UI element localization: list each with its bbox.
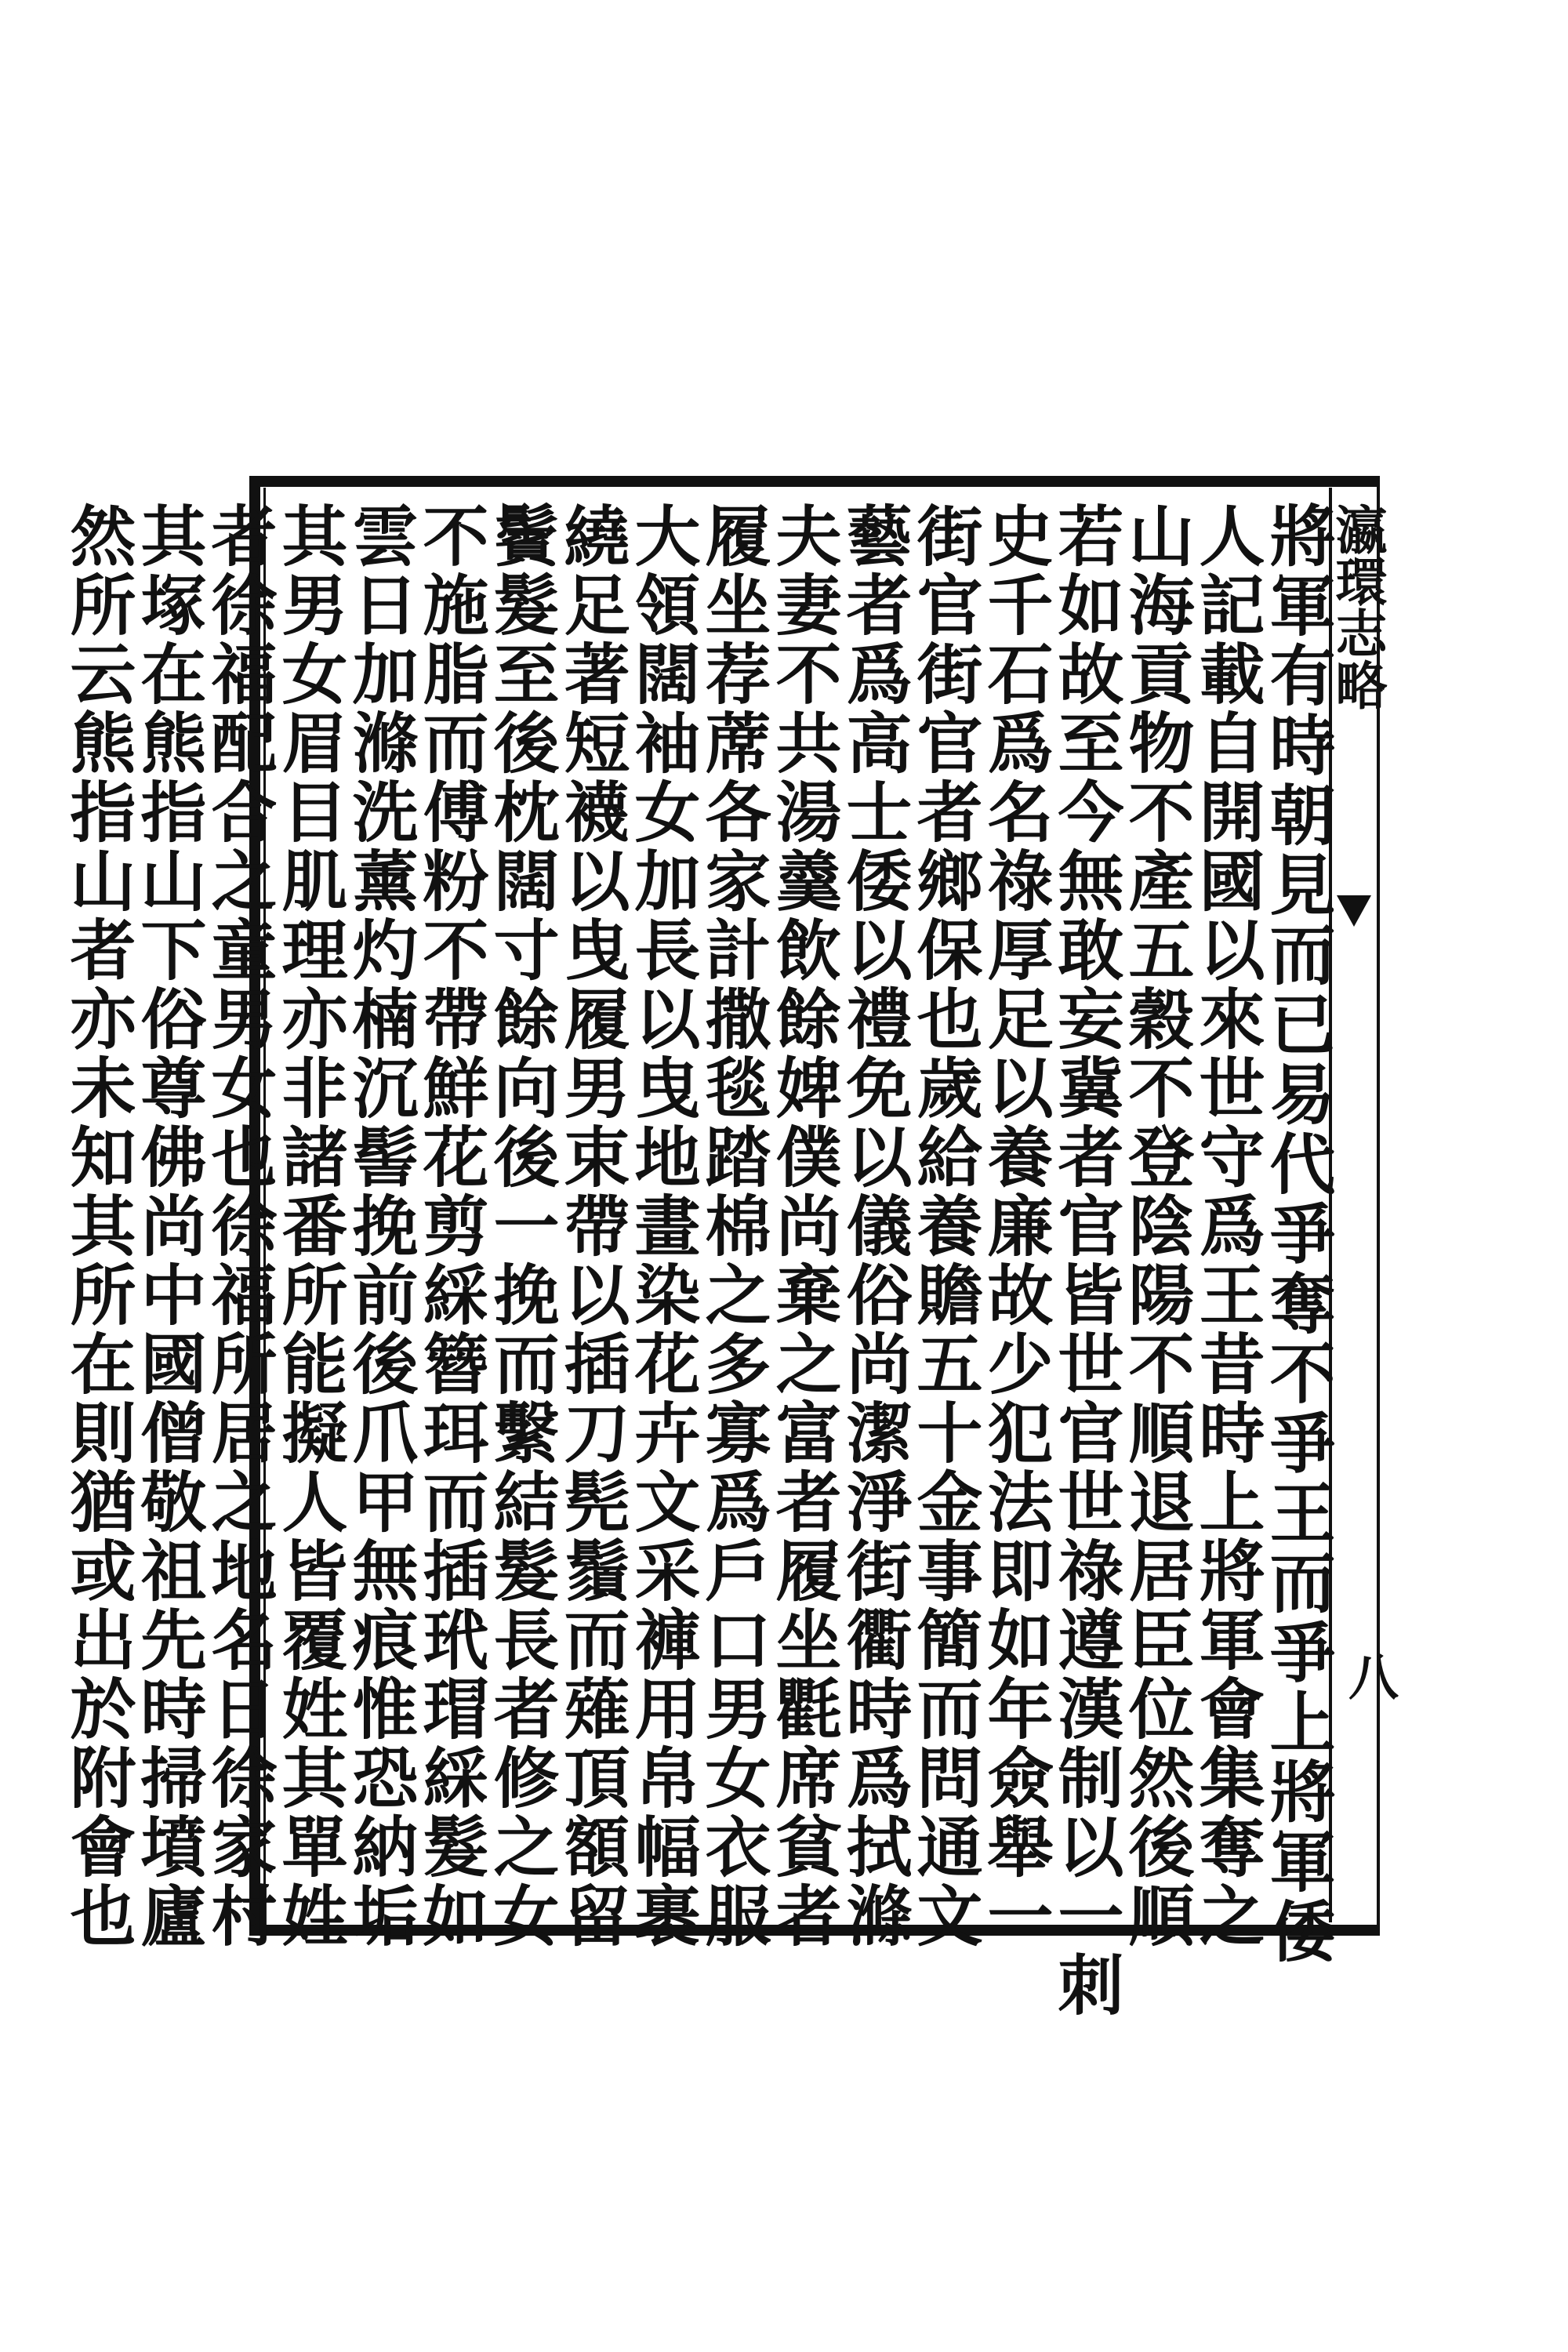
text-column: 雲日加滌洗薰灼楠沉髻挽前後爪甲無痕惟恐納垢 <box>342 502 419 1951</box>
text-column: 藝者爲高士倭以禮免以儀俗尚潔淨街衢時爲拭滌 <box>836 502 913 1951</box>
text-block <box>60 502 1337 2020</box>
text-column: 山海貢物不產五穀不登陰陽不順退居臣位然後順 <box>1118 502 1196 1951</box>
text-column: 不施脂而傅粉不帶鮮花剪綵簪珥而插玳瑁綵髮如 <box>412 502 490 1951</box>
text-column: 若如故至今無敢妄冀者官皆世官世祿遵漢制以一刺 <box>1047 502 1125 2020</box>
text-column: 繞足著短襪以曳履男束帶以插刀髡鬚而薙頂額留 <box>554 502 631 1951</box>
text-column: 大領闊袖女加長以曳地畫染花卉文采褲用帛幅裹 <box>624 502 702 1951</box>
text-column: 鬢髮至後枕闊寸餘向後一挽而繫結髮長者修之女 <box>483 502 561 1951</box>
text-column: 其男女眉目肌理亦非諸番所能擬人皆覆姓其單姓 <box>271 502 349 1951</box>
text-column: 夫妻不共湯羹飲餘婢僕尚棄之富者履坐氍席貧者 <box>765 502 843 1951</box>
text-column: 將軍有時朝見而已易代爭奪不爭王而爭上將軍倭 <box>1259 502 1337 1967</box>
margin-title: 瀛環志略 <box>1327 503 1388 710</box>
fish-tail-icon <box>1337 895 1371 927</box>
text-column: 街官街官者鄉保也歲給養贍五十金事簡而問通文 <box>906 502 984 1951</box>
text-column: 人記載自開國以來世守爲王昔時上將軍會集奪之 <box>1189 502 1266 1951</box>
text-column: 其塚在熊指山下俗尊佛尚中國僧敬祖先時掃墳廬 <box>130 502 208 1951</box>
page-number: 八 <box>1340 1650 1399 1700</box>
text-column: 然所云熊指山者亦未知其所在則猶或出於附會也 <box>60 502 137 1951</box>
text-column: 履坐荐蓆各家計撒毯踏棉之多寡爲戶口男女衣服 <box>695 502 772 1951</box>
text-column: 史千石爲名祿厚足以養廉故少犯法即如年僉舉一 <box>977 502 1054 1951</box>
text-column: 者徐福配合之童男女也徐福所居之地名日徐家村 <box>201 502 278 1951</box>
